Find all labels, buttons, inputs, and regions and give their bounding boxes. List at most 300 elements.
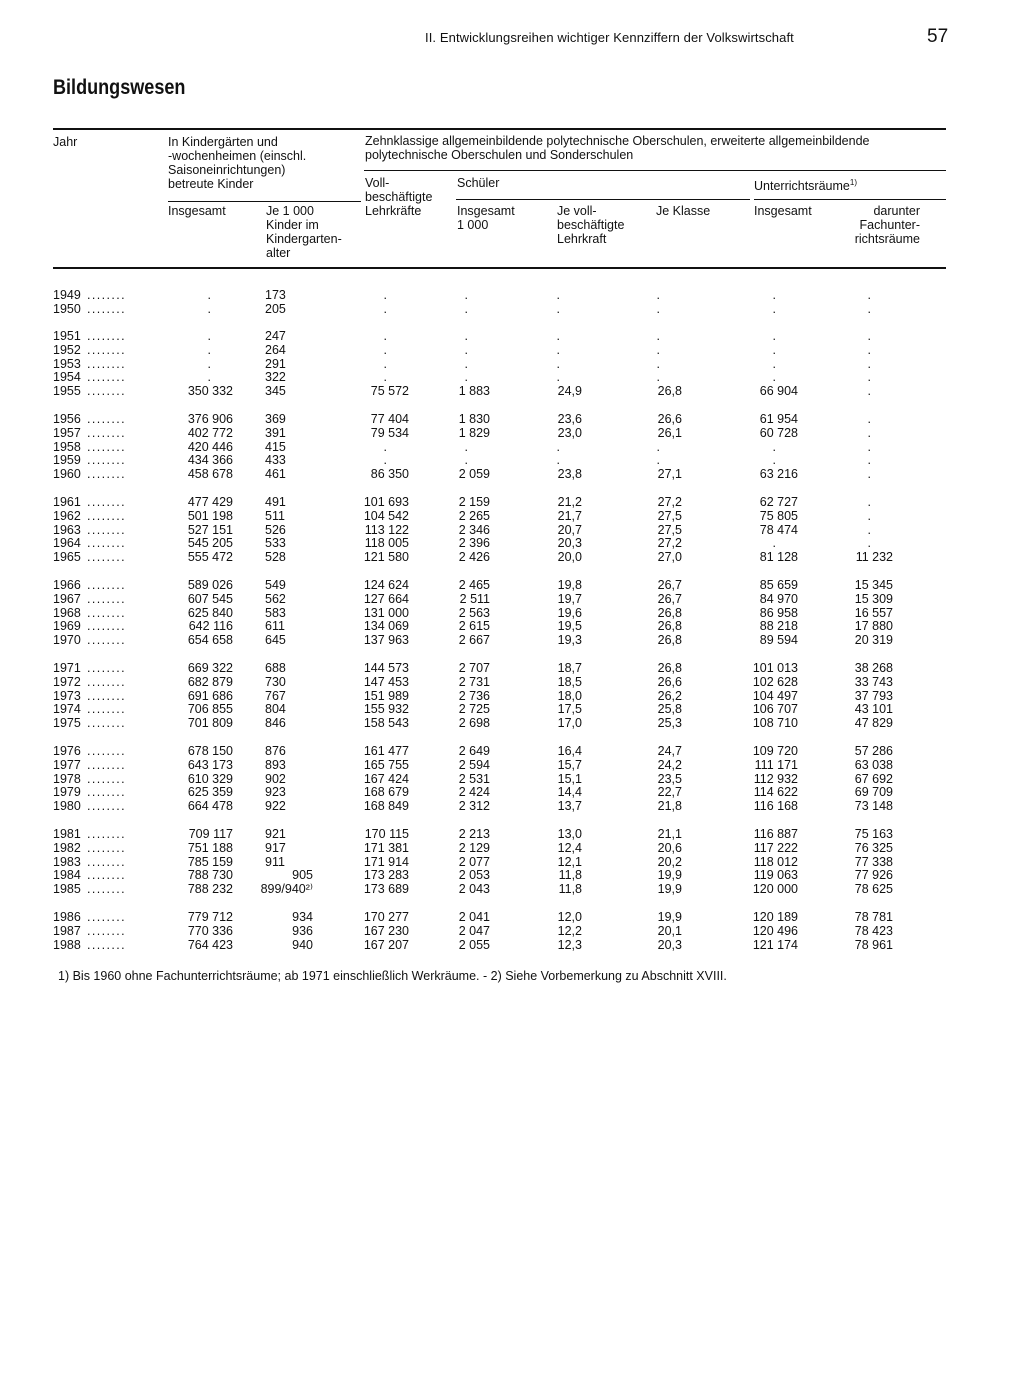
- fach-cell: 38 268: [854, 661, 893, 675]
- ppt-cell: 23,8: [557, 467, 582, 482]
- ppc-cell: 27,2: [657, 495, 682, 509]
- kg-cell: 779 712: [187, 910, 233, 924]
- kg-cell: .: [207, 288, 211, 302]
- ppc-cell: 26,8: [657, 619, 682, 634]
- kg-cell: 678 150: [187, 744, 233, 758]
- kg1000-cell: 526: [265, 522, 286, 537]
- leader-dots: ........: [87, 785, 126, 800]
- kg-cell: .: [207, 329, 211, 343]
- pup-cell: 2 312: [458, 799, 490, 814]
- ppc-cell: .: [656, 342, 660, 357]
- fach-cell: .: [867, 467, 871, 482]
- year-cell: 1984: [53, 868, 81, 883]
- ppt-cell: .: [556, 356, 560, 371]
- kg1000-cell: 804: [265, 702, 286, 717]
- table-row: [0, 302, 1024, 316]
- pup-cell: 2 053: [458, 868, 490, 883]
- teach-cell: 118 005: [364, 536, 409, 551]
- ppt-cell: .: [556, 329, 560, 343]
- ppt-cell: .: [556, 342, 560, 357]
- leader-dots: ........: [87, 923, 126, 938]
- teach-cell: 167 207: [363, 937, 409, 952]
- fach-cell: .: [867, 384, 871, 399]
- rooms-cell: 111 171: [754, 757, 798, 772]
- table-row: [0, 855, 1024, 869]
- kg-cell: 350 332: [187, 384, 233, 399]
- leader-dots: ........: [87, 439, 126, 454]
- kg-cell: .: [207, 370, 211, 385]
- ppt-cell: 18,5: [557, 674, 582, 689]
- ppt-cell: 18,7: [557, 661, 582, 675]
- rooms-cell: 85 659: [759, 578, 798, 592]
- kg1000-cell: 391: [265, 425, 286, 440]
- rooms-cell: 62 727: [759, 495, 798, 509]
- year-cell: 1981: [53, 827, 81, 841]
- leader-dots: ........: [87, 771, 126, 786]
- kg-cell: 664 478: [187, 799, 233, 814]
- leader-dots: ........: [87, 329, 126, 343]
- kg-cell: 376 906: [187, 412, 233, 426]
- table-row: [0, 370, 1024, 384]
- year-cell: 1985: [53, 882, 81, 897]
- header-kg-per1000: Je 1 000 Kinder im Kindergarten- alter: [266, 204, 342, 260]
- teach-cell: 170 277: [363, 910, 409, 924]
- teach-cell: 131 000: [363, 605, 409, 620]
- fach-cell: 78 423: [854, 923, 893, 938]
- year-cell: 1957: [53, 425, 81, 440]
- teach-cell: 137 963: [363, 633, 409, 648]
- fach-cell: 15 345: [854, 578, 893, 592]
- ppt-cell: 19,8: [557, 578, 582, 592]
- year-cell: 1954: [53, 370, 81, 385]
- kg-cell: 545 205: [187, 536, 233, 551]
- ppt-cell: .: [556, 288, 560, 302]
- kg-cell: 706 855: [187, 702, 233, 717]
- ppc-cell: 26,8: [657, 605, 682, 620]
- table-row: [0, 467, 1024, 481]
- kg1000-cell: 767: [265, 688, 286, 703]
- header-pupils-per-class: Je Klasse: [656, 204, 711, 218]
- pup-cell: 2 265: [458, 508, 490, 523]
- table-row: [0, 578, 1024, 592]
- year-cell: 1966: [53, 578, 81, 592]
- leader-dots: ........: [87, 550, 126, 565]
- table-row: [0, 799, 1024, 813]
- ppc-cell: .: [656, 329, 660, 343]
- table-row: [0, 440, 1024, 454]
- leader-dots: ........: [87, 384, 126, 399]
- kg-cell: 691 686: [187, 688, 233, 703]
- pup-cell: 2 129: [458, 840, 490, 855]
- ppc-cell: .: [656, 301, 660, 316]
- pupils-group-underline: [456, 199, 750, 200]
- rooms-cell: 108 710: [752, 716, 798, 731]
- year-cell: 1960: [53, 467, 81, 482]
- kg-cell: 402 772: [187, 425, 233, 440]
- year-cell: 1982: [53, 840, 81, 855]
- leader-dots: ........: [87, 301, 126, 316]
- kg1000-cell: 876: [265, 744, 286, 758]
- leader-dots: ........: [87, 522, 126, 537]
- ppc-cell: 26,2: [657, 688, 682, 703]
- teach-cell: 79 534: [370, 425, 409, 440]
- kg1000-cell: 921: [265, 827, 286, 841]
- teach-cell: 147 453: [363, 674, 409, 689]
- kg1000-cell: 611: [265, 619, 285, 634]
- fach-cell: 33 743: [854, 674, 893, 689]
- table-row: [0, 343, 1024, 357]
- year-cell: 1978: [53, 771, 81, 786]
- ppc-cell: 27,1: [657, 467, 682, 482]
- kg-cell: 642 116: [188, 619, 233, 634]
- year-cell: 1969: [53, 619, 81, 634]
- ppc-cell: 26,8: [657, 633, 682, 648]
- ppc-cell: 19,9: [657, 882, 682, 897]
- leader-dots: ........: [87, 868, 126, 883]
- kg1000-cell: 173: [265, 288, 286, 302]
- ppt-cell: 20,3: [557, 536, 582, 551]
- ppc-cell: 20,2: [657, 854, 682, 869]
- kg1000-cell: 205: [265, 301, 286, 316]
- kg1000-cell: 917: [265, 840, 286, 855]
- ppt-cell: 23,0: [557, 425, 582, 440]
- rooms-cell: 106 707: [752, 702, 798, 717]
- kg1000-cell: 923: [265, 785, 286, 800]
- fach-cell: 63 038: [854, 757, 893, 772]
- table-row: [0, 453, 1024, 467]
- kg1000-cell: 491: [265, 495, 286, 509]
- pup-cell: 2 396: [458, 536, 490, 551]
- teach-cell: 168 679: [363, 785, 409, 800]
- kg-cell: 709 117: [188, 827, 233, 841]
- header-kg-group: In Kindergärten und -wochenheimen (einschl. Saisoneinrichtungen) betreute Kinder: [168, 135, 307, 191]
- kg1000-cell: 264: [265, 342, 286, 357]
- ppt-cell: 20,7: [557, 522, 582, 537]
- year-cell: 1988: [53, 937, 81, 952]
- leader-dots: ........: [87, 508, 126, 523]
- rooms-group-label: Unterrichtsräume: [754, 179, 850, 194]
- fach-cell: 17 880: [854, 619, 893, 634]
- kg1000-cell: 562: [265, 591, 286, 606]
- table-row: [0, 924, 1024, 938]
- kg-cell: 682 879: [187, 674, 233, 689]
- year-cell: 1967: [53, 591, 81, 606]
- pup-cell: .: [464, 342, 468, 357]
- leader-dots: ........: [87, 453, 126, 468]
- teach-cell: 113 122: [364, 522, 409, 537]
- kg1000-cell: 345: [265, 384, 286, 399]
- pup-cell: 2 213: [458, 827, 490, 841]
- ppc-cell: 26,6: [657, 412, 682, 426]
- table-row: [0, 675, 1024, 689]
- teach-cell: .: [383, 342, 387, 357]
- ppt-cell: 23,6: [557, 412, 582, 426]
- rooms-cell: .: [772, 370, 776, 385]
- rooms-cell: 66 904: [759, 384, 798, 399]
- pup-cell: 2 667: [458, 633, 490, 648]
- page-number: 57: [927, 26, 949, 47]
- ppt-cell: 19,6: [557, 605, 582, 620]
- kg-cell: 701 809: [187, 716, 233, 731]
- ppt-cell: .: [556, 453, 560, 468]
- ppc-cell: 27,2: [657, 536, 682, 551]
- kg-cell: 764 423: [187, 937, 233, 952]
- teach-cell: 77 404: [370, 412, 409, 426]
- rooms-cell: 112 932: [753, 771, 798, 786]
- table-row: [0, 523, 1024, 537]
- year-cell: 1974: [53, 702, 81, 717]
- leader-dots: ........: [87, 591, 126, 606]
- table-row: [0, 357, 1024, 371]
- teach-cell: 104 542: [363, 508, 409, 523]
- teach-cell: .: [383, 439, 387, 454]
- ppc-cell: .: [656, 453, 660, 468]
- teach-cell: 158 543: [363, 716, 409, 731]
- fach-cell: 77 338: [854, 854, 893, 869]
- kg-cell: 434 366: [187, 453, 233, 468]
- kg1000-cell: 528: [265, 550, 286, 565]
- kg1000-cell: 730: [265, 674, 286, 689]
- leader-dots: ........: [87, 840, 126, 855]
- year-cell: 1956: [53, 412, 81, 426]
- fach-cell: .: [867, 453, 871, 468]
- kg-cell: 420 446: [187, 439, 233, 454]
- teach-cell: 173 283: [363, 868, 409, 883]
- leader-dots: ........: [87, 536, 126, 551]
- table-header-bottom-rule: [53, 267, 946, 269]
- pup-cell: 2 511: [459, 591, 490, 606]
- kg-cell: 501 198: [187, 508, 233, 523]
- ppt-cell: 12,1: [557, 854, 582, 869]
- rooms-cell: 63 216: [759, 467, 798, 482]
- year-cell: 1971: [53, 661, 81, 675]
- ppc-cell: 25,3: [657, 716, 682, 731]
- footnote: 1) Bis 1960 ohne Fachunterrichtsräume; ab 1971 einschließlich Werkräume. - 2) Siehe Vorbemerkung zu Abschnitt XVIII.: [58, 969, 727, 983]
- ppc-cell: 26,6: [657, 674, 682, 689]
- kg-cell: 610 329: [187, 771, 233, 786]
- header-rooms-special: darunter Fachunter- richtsräume: [854, 204, 920, 246]
- teach-cell: 165 755: [363, 757, 409, 772]
- table-row: [0, 868, 1024, 882]
- header-year: Jahr: [53, 135, 78, 149]
- leader-dots: ........: [87, 495, 126, 509]
- kg1000-cell: 936: [292, 923, 313, 938]
- kg-cell: 751 188: [187, 840, 233, 855]
- ppc-cell: 24,7: [657, 744, 682, 758]
- leader-dots: ........: [87, 674, 126, 689]
- leader-dots: ........: [87, 702, 126, 717]
- pup-cell: 2 077: [458, 854, 490, 869]
- table-row: [0, 716, 1024, 730]
- fach-cell: 47 829: [854, 716, 893, 731]
- leader-dots: ........: [87, 799, 126, 814]
- rooms-cell: .: [772, 453, 776, 468]
- table-row: [0, 426, 1024, 440]
- fach-cell: 15 309: [854, 591, 893, 606]
- fach-cell: 20 319: [854, 633, 893, 648]
- rooms-cell: .: [772, 356, 776, 371]
- ppt-cell: 18,0: [557, 688, 582, 703]
- header-pupils-group: Schüler: [457, 176, 500, 190]
- table-row: [0, 550, 1024, 564]
- leader-dots: ........: [87, 578, 126, 592]
- leader-dots: ........: [87, 757, 126, 772]
- header-kg-total: Insgesamt: [168, 204, 226, 218]
- leader-dots: ........: [87, 633, 126, 648]
- kg-cell: 527 151: [187, 522, 233, 537]
- kg-cell: 607 545: [187, 591, 233, 606]
- fach-cell: .: [867, 288, 871, 302]
- kg-cell: 589 026: [187, 578, 233, 592]
- rooms-cell: 119 063: [753, 868, 798, 883]
- table-row: [0, 536, 1024, 550]
- fach-cell: .: [867, 522, 871, 537]
- pup-cell: 1 830: [458, 412, 490, 426]
- fach-cell: .: [867, 425, 871, 440]
- ppt-cell: 21,2: [557, 495, 582, 509]
- table-row: [0, 606, 1024, 620]
- ppc-cell: 26,8: [657, 661, 682, 675]
- table-row: [0, 288, 1024, 302]
- ppt-cell: 20,0: [557, 550, 582, 565]
- year-cell: 1953: [53, 356, 81, 371]
- fach-cell: .: [867, 301, 871, 316]
- kg1000-cell: 247: [265, 329, 286, 343]
- table-row: [0, 744, 1024, 758]
- teach-cell: .: [383, 329, 387, 343]
- year-cell: 1961: [53, 495, 81, 509]
- kg1000-cell: 511: [265, 508, 285, 523]
- kg-cell: 770 336: [187, 923, 233, 938]
- leader-dots: ........: [87, 910, 126, 924]
- ppt-cell: 17,0: [557, 716, 582, 731]
- header-teachers: Voll- beschäftigte Lehrkräfte: [365, 176, 433, 218]
- year-cell: 1973: [53, 688, 81, 703]
- table-row: [0, 592, 1024, 606]
- pup-cell: .: [464, 356, 468, 371]
- pup-cell: 1 883: [458, 384, 490, 399]
- teach-cell: 151 989: [363, 688, 409, 703]
- pup-cell: 2 594: [458, 757, 490, 772]
- kg-cell: .: [207, 342, 211, 357]
- year-cell: 1955: [53, 384, 81, 399]
- fach-cell: 67 692: [854, 771, 893, 786]
- header-rooms-total: Insgesamt: [754, 204, 812, 218]
- kg1000-cell: 934: [292, 910, 313, 924]
- ppt-cell: .: [556, 439, 560, 454]
- ppt-cell: 12,4: [557, 840, 582, 855]
- fach-cell: .: [867, 342, 871, 357]
- ppc-cell: 25,8: [657, 702, 682, 717]
- fach-cell: .: [867, 329, 871, 343]
- ppt-cell: 19,7: [557, 591, 582, 606]
- kg-cell: 788 730: [187, 868, 233, 883]
- year-cell: 1964: [53, 536, 81, 551]
- teach-cell: 167 424: [363, 771, 409, 786]
- rooms-cell: .: [772, 301, 776, 316]
- kg1000-cell: 533: [265, 536, 286, 551]
- year-cell: 1975: [53, 716, 81, 731]
- year-cell: 1965: [53, 550, 81, 565]
- ppt-cell: .: [556, 370, 560, 385]
- ppc-cell: .: [656, 356, 660, 371]
- kg-cell: .: [207, 356, 211, 371]
- leader-dots: ........: [87, 744, 126, 758]
- kg-cell: 654 658: [187, 633, 233, 648]
- kg1000-cell: 893: [265, 757, 286, 772]
- ppt-cell: 13,0: [557, 827, 582, 841]
- ppt-cell: 19,5: [557, 619, 582, 634]
- school-group-underline: [364, 170, 946, 171]
- ppc-cell: 20,1: [657, 923, 682, 938]
- table-row: [0, 702, 1024, 716]
- leader-dots: ........: [87, 425, 126, 440]
- ppt-cell: 15,1: [557, 771, 582, 786]
- ppt-cell: .: [556, 301, 560, 316]
- leader-dots: ........: [87, 937, 126, 952]
- teach-cell: 155 932: [363, 702, 409, 717]
- teach-cell: 171 381: [363, 840, 409, 855]
- ppt-cell: 19,3: [557, 633, 582, 648]
- year-cell: 1976: [53, 744, 81, 758]
- year-cell: 1951: [53, 329, 81, 343]
- table-row: [0, 882, 1024, 896]
- table-row: [0, 772, 1024, 786]
- rooms-cell: .: [772, 288, 776, 302]
- table-row: [0, 509, 1024, 523]
- pup-cell: 2 041: [458, 910, 490, 924]
- teach-cell: .: [383, 356, 387, 371]
- fach-cell: 43 101: [854, 702, 893, 717]
- kg-cell: 458 678: [187, 467, 233, 482]
- table-row: [0, 384, 1024, 398]
- kg1000-cell: 415: [265, 439, 286, 454]
- leader-dots: ........: [87, 467, 126, 482]
- kg1000-cell: 911: [265, 854, 285, 869]
- teach-cell: .: [383, 370, 387, 385]
- teach-cell: 127 664: [363, 591, 409, 606]
- pup-cell: 2 055: [458, 937, 490, 952]
- rooms-cell: 118 012: [753, 854, 798, 869]
- teach-cell: 173 689: [363, 882, 409, 897]
- kg1000-cell: 899/940²⁾: [260, 882, 313, 897]
- fach-cell: .: [867, 356, 871, 371]
- ppc-cell: .: [656, 288, 660, 302]
- year-cell: 1979: [53, 785, 81, 800]
- table-row: [0, 412, 1024, 426]
- fach-cell: 73 148: [854, 799, 893, 814]
- pup-cell: .: [464, 453, 468, 468]
- fach-cell: 69 709: [854, 785, 893, 800]
- teach-cell: 167 230: [363, 923, 409, 938]
- header-school-group: Zehnklassige allgemeinbildende polytechnische Oberschulen, erweiterte allgemeinbildende polytechnische Oberschulen und Sonderschulen: [365, 134, 870, 162]
- ppt-cell: 12,0: [557, 910, 582, 924]
- rooms-cell: 88 218: [759, 619, 798, 634]
- table-row: [0, 329, 1024, 343]
- pup-cell: .: [464, 370, 468, 385]
- fach-cell: .: [867, 412, 871, 426]
- rooms-footnote-mark: 1): [849, 178, 857, 187]
- fach-cell: 76 325: [854, 840, 893, 855]
- header-pupils-per-teacher: Je voll- beschäftigte Lehrkraft: [557, 204, 625, 246]
- teach-cell: .: [383, 288, 387, 302]
- ppc-cell: 20,6: [657, 840, 682, 855]
- kg-cell: 788 232: [187, 882, 233, 897]
- leader-dots: ........: [87, 370, 126, 385]
- fach-cell: 57 286: [854, 744, 893, 758]
- leader-dots: ........: [87, 412, 126, 426]
- ppc-cell: 23,5: [657, 771, 682, 786]
